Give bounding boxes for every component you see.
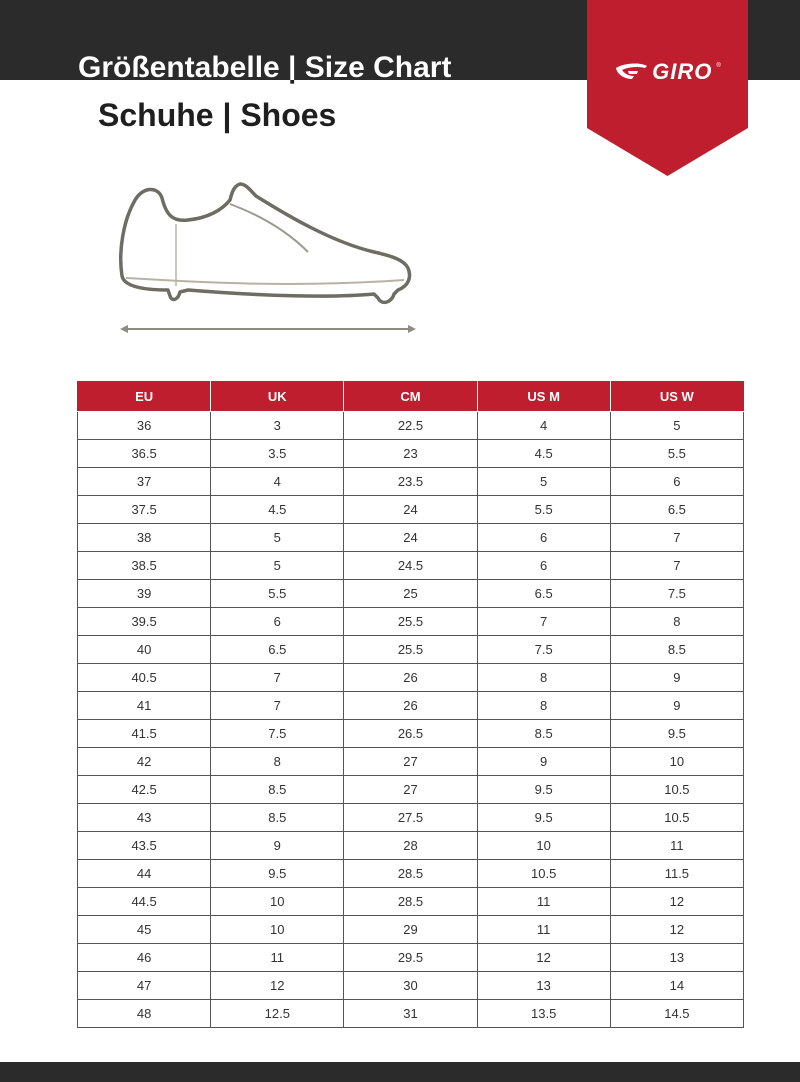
cell-us-m: 8	[477, 664, 610, 692]
cell-uk: 9.5	[211, 860, 344, 888]
giro-logo	[587, 60, 748, 84]
cell-cm: 27	[344, 748, 477, 776]
cell-uk: 5	[211, 524, 344, 552]
cell-us-m: 7	[477, 608, 610, 636]
cell-eu: 46	[78, 944, 211, 972]
column-header-us-m: US M	[477, 381, 610, 412]
giro-wing-icon	[614, 62, 648, 82]
cell-us-m: 11	[477, 916, 610, 944]
column-header-eu: EU	[78, 381, 211, 412]
table-row	[78, 636, 744, 664]
cell-cm: 26	[344, 664, 477, 692]
cell-cm: 25.5	[344, 608, 477, 636]
cell-cm: 26.5	[344, 720, 477, 748]
cell-eu: 42.5	[78, 776, 211, 804]
cell-us-m: 11	[477, 888, 610, 916]
table-row	[78, 692, 744, 720]
page-title: Größentabelle | Size Chart	[78, 51, 452, 84]
cell-us-m: 9.5	[477, 776, 610, 804]
cell-eu: 39.5	[78, 608, 211, 636]
cell-cm: 30	[344, 972, 477, 1000]
table-row	[78, 552, 744, 580]
cell-eu: 48	[78, 1000, 211, 1028]
table-row	[78, 916, 744, 944]
cell-eu: 36	[78, 412, 211, 440]
table-row	[78, 748, 744, 776]
cell-us-m: 4.5	[477, 440, 610, 468]
cell-eu: 42	[78, 748, 211, 776]
cell-uk: 4	[211, 468, 344, 496]
cell-cm: 28.5	[344, 888, 477, 916]
cell-cm: 28	[344, 832, 477, 860]
table-row	[78, 664, 744, 692]
cell-us-w: 5	[610, 412, 743, 440]
cell-eu: 37.5	[78, 496, 211, 524]
cell-cm: 22.5	[344, 412, 477, 440]
cell-us-m: 10.5	[477, 860, 610, 888]
trademark-mark: ®	[716, 63, 721, 69]
column-header-uk: UK	[211, 381, 344, 412]
badge-shape	[587, 0, 748, 176]
cell-eu: 47	[78, 972, 211, 1000]
cell-eu: 44	[78, 860, 211, 888]
table-row	[78, 944, 744, 972]
cell-us-w: 8	[610, 608, 743, 636]
cell-uk: 6.5	[211, 636, 344, 664]
cell-us-w: 14.5	[610, 1000, 743, 1028]
cell-uk: 3	[211, 412, 344, 440]
cell-uk: 5	[211, 552, 344, 580]
cell-cm: 31	[344, 1000, 477, 1028]
cell-uk: 6	[211, 608, 344, 636]
cell-uk: 8	[211, 748, 344, 776]
cell-cm: 26	[344, 692, 477, 720]
cell-us-m: 13.5	[477, 1000, 610, 1028]
cell-cm: 25.5	[344, 636, 477, 664]
cell-uk: 10	[211, 888, 344, 916]
cell-uk: 7.5	[211, 720, 344, 748]
footer-band	[0, 1062, 800, 1082]
cell-us-w: 6	[610, 468, 743, 496]
cell-us-w: 7	[610, 524, 743, 552]
cell-uk: 9	[211, 832, 344, 860]
cell-us-w: 6.5	[610, 496, 743, 524]
cell-uk: 11	[211, 944, 344, 972]
table-row	[78, 1000, 744, 1028]
brand-badge	[587, 0, 748, 176]
cell-us-m: 8.5	[477, 720, 610, 748]
cell-cm: 27.5	[344, 804, 477, 832]
table-row	[78, 804, 744, 832]
cell-us-m: 10	[477, 832, 610, 860]
cell-us-w: 8.5	[610, 636, 743, 664]
cell-uk: 8.5	[211, 804, 344, 832]
table-row	[78, 832, 744, 860]
cell-eu: 44.5	[78, 888, 211, 916]
cell-uk: 8.5	[211, 776, 344, 804]
cell-eu: 40	[78, 636, 211, 664]
table-row	[78, 720, 744, 748]
cell-uk: 10	[211, 916, 344, 944]
table-row	[78, 972, 744, 1000]
cell-us-w: 7	[610, 552, 743, 580]
cell-us-w: 11	[610, 832, 743, 860]
size-table	[77, 381, 744, 1028]
cell-eu: 43.5	[78, 832, 211, 860]
cell-cm: 29.5	[344, 944, 477, 972]
cell-us-w: 10.5	[610, 776, 743, 804]
cell-cm: 25	[344, 580, 477, 608]
table-row	[78, 524, 744, 552]
cell-us-w: 14	[610, 972, 743, 1000]
table-row	[78, 440, 744, 468]
cell-eu: 38.5	[78, 552, 211, 580]
cell-uk: 3.5	[211, 440, 344, 468]
cell-eu: 40.5	[78, 664, 211, 692]
cell-eu: 38	[78, 524, 211, 552]
column-header-cm: CM	[344, 381, 477, 412]
logo-text: GIRO	[652, 59, 713, 84]
cycling-shoe-outline-icon	[112, 180, 422, 340]
table-row	[78, 888, 744, 916]
cell-cm: 23.5	[344, 468, 477, 496]
cell-uk: 12.5	[211, 1000, 344, 1028]
cell-us-m: 9.5	[477, 804, 610, 832]
table-row	[78, 496, 744, 524]
cell-us-w: 7.5	[610, 580, 743, 608]
cell-eu: 37	[78, 468, 211, 496]
cell-us-m: 9	[477, 748, 610, 776]
cell-uk: 7	[211, 692, 344, 720]
cell-us-w: 13	[610, 944, 743, 972]
cell-uk: 7	[211, 664, 344, 692]
cell-us-m: 12	[477, 944, 610, 972]
cell-us-w: 10	[610, 748, 743, 776]
cell-us-m: 5	[477, 468, 610, 496]
cell-us-m: 6.5	[477, 580, 610, 608]
cell-cm: 27	[344, 776, 477, 804]
cell-us-m: 6	[477, 552, 610, 580]
cell-us-m: 13	[477, 972, 610, 1000]
cell-eu: 41.5	[78, 720, 211, 748]
table-row	[78, 580, 744, 608]
cell-cm: 29	[344, 916, 477, 944]
table-header-row	[78, 381, 744, 412]
cell-uk: 5.5	[211, 580, 344, 608]
cell-eu: 36.5	[78, 440, 211, 468]
cell-eu: 39	[78, 580, 211, 608]
table-body	[78, 412, 744, 1028]
cell-us-w: 12	[610, 916, 743, 944]
cell-cm: 24	[344, 524, 477, 552]
cell-us-m: 4	[477, 412, 610, 440]
cell-us-w: 10.5	[610, 804, 743, 832]
cell-us-m: 8	[477, 692, 610, 720]
cell-cm: 24.5	[344, 552, 477, 580]
cell-us-w: 5.5	[610, 440, 743, 468]
cell-eu: 43	[78, 804, 211, 832]
table-row	[78, 412, 744, 440]
cell-us-w: 12	[610, 888, 743, 916]
cell-cm: 24	[344, 496, 477, 524]
page-subtitle: Schuhe | Shoes	[98, 97, 337, 133]
column-header-us-w: US W	[610, 381, 743, 412]
cell-us-w: 11.5	[610, 860, 743, 888]
table-row	[78, 776, 744, 804]
cell-cm: 28.5	[344, 860, 477, 888]
cell-us-m: 5.5	[477, 496, 610, 524]
cell-cm: 23	[344, 440, 477, 468]
cell-us-w: 9	[610, 664, 743, 692]
cell-eu: 41	[78, 692, 211, 720]
table-row	[78, 860, 744, 888]
cell-uk: 12	[211, 972, 344, 1000]
cell-us-m: 7.5	[477, 636, 610, 664]
cell-eu: 45	[78, 916, 211, 944]
table-row	[78, 468, 744, 496]
table-row	[78, 608, 744, 636]
cell-us-m: 6	[477, 524, 610, 552]
cell-us-w: 9.5	[610, 720, 743, 748]
cell-uk: 4.5	[211, 496, 344, 524]
cell-us-w: 9	[610, 692, 743, 720]
